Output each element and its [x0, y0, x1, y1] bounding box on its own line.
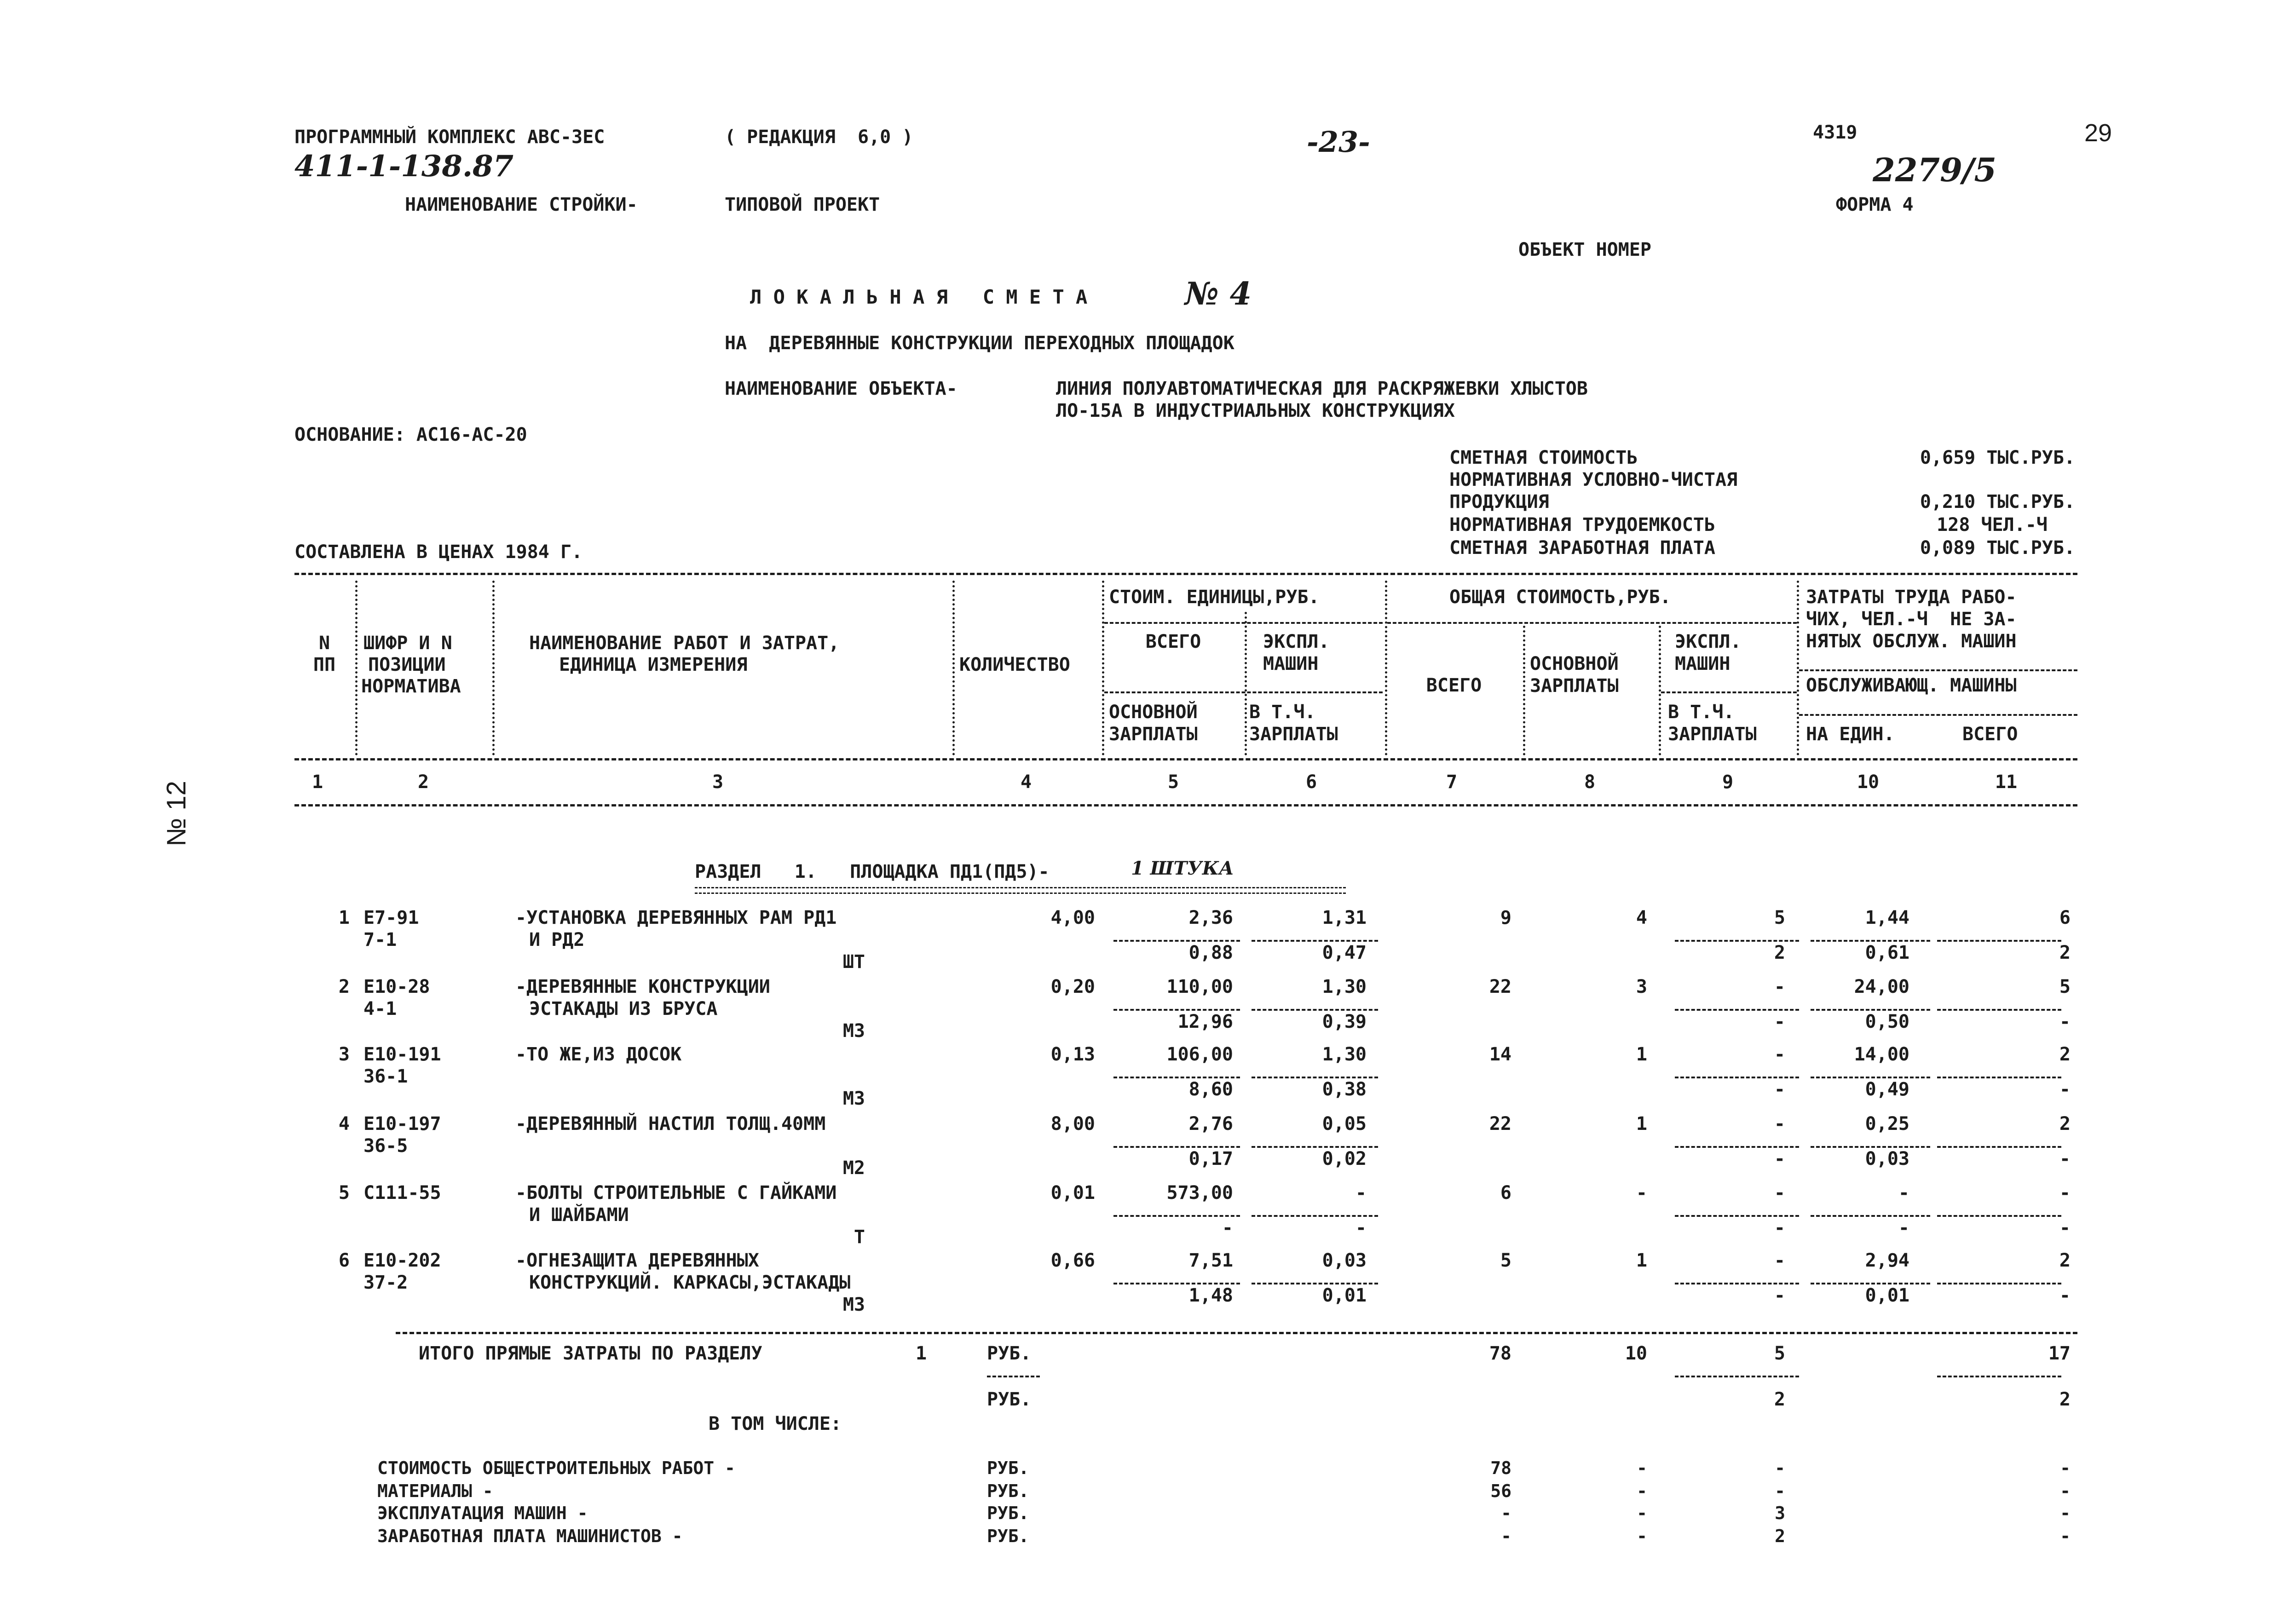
unit-of-measure: М3 — [842, 1088, 865, 1109]
header-col3-line2: ЕДИНИЦА ИЗМЕРЕНИЯ — [559, 654, 748, 675]
total-machine-wage: - — [1774, 1285, 1785, 1306]
breakdown-wage: - — [1637, 1526, 1647, 1546]
basis: ОСНОВАНИЕ: АС16-АС-20 — [294, 424, 527, 445]
form-number: ФОРМА 4 — [1836, 194, 1914, 215]
column-number: 7 — [1446, 772, 1458, 793]
breakdown-wage: - — [1637, 1481, 1647, 1501]
totals-total: 78 — [1489, 1343, 1511, 1364]
breakdown-labor: - — [2060, 1481, 2071, 1501]
header-unit-total: ВСЕГО — [1145, 631, 1201, 652]
work-name: -ДЕРЕВЯННЫЕ КОНСТРУКЦИИ — [515, 976, 770, 997]
estimate-number: № 4 — [1185, 276, 1252, 312]
unit-cost-wage: 8,60 — [1188, 1079, 1233, 1100]
row-subrule — [1113, 940, 1240, 942]
row-subrule — [1113, 1283, 1240, 1284]
total-machine-wage: 2 — [1774, 942, 1785, 963]
header-col2-line3: НОРМАТИВА — [361, 676, 461, 697]
column-number: 8 — [1584, 772, 1596, 793]
totals-top-rule — [396, 1332, 2077, 1334]
unit-cost-wage: 0,88 — [1188, 942, 1233, 963]
table-top-rule — [294, 573, 2077, 575]
row-number: 1 — [338, 907, 350, 928]
total-machine-wage: - — [1774, 1217, 1785, 1238]
column-number: 6 — [1305, 772, 1317, 793]
row-number: 3 — [338, 1044, 350, 1065]
header-col1-line1: N — [318, 633, 330, 654]
header-total-wage-2: ЗАРПЛАТЫ — [1530, 675, 1619, 697]
object-line-1: ЛИНИЯ ПОЛУАВТОМАТИЧЕСКАЯ ДЛЯ РАСКРЯЖЕВКИ ХЛЫСТОВ — [1056, 378, 1588, 399]
row-subrule — [1937, 1215, 2061, 1217]
total-machines: - — [1774, 1113, 1785, 1134]
header-total-machines-2: МАШИН — [1675, 653, 1730, 674]
labor-total: 6 — [2059, 907, 2071, 928]
unit-of-measure: М3 — [842, 1294, 865, 1315]
row-subrule — [1937, 940, 2061, 942]
service-total: - — [2059, 1011, 2071, 1032]
labor-per-unit: 24,00 — [1854, 976, 1909, 997]
row-subrule — [1252, 1077, 1378, 1078]
unit-cost-machines: 1,30 — [1322, 1044, 1367, 1065]
section-title: РАЗДЕЛ 1. ПЛОЩАДКА ПД1(ПД5)- — [695, 861, 1050, 882]
unit-cost-machines: 0,05 — [1322, 1113, 1367, 1134]
norm-position: 37-2 — [363, 1272, 408, 1293]
total-wage: 1 — [1636, 1250, 1647, 1271]
program-name: ПРОГРАММНЫЙ КОМПЛЕКС АВС-3ЕС — [294, 127, 605, 148]
header-subrule — [1799, 669, 2077, 671]
breakdown-total: 78 — [1490, 1458, 1511, 1478]
breakdown-total: - — [1501, 1526, 1511, 1546]
quantity: 0,66 — [1050, 1250, 1095, 1271]
service-per-unit: 0,50 — [1865, 1011, 1909, 1032]
construction-value: ТИПОВОЙ ПРОЕКТ — [725, 194, 880, 215]
header-unit-wage-2: ЗАРПЛАТЫ — [1109, 724, 1198, 745]
work-name: -ДЕРЕВЯННЫЙ НАСТИЛ ТОЛЩ.40ММ — [515, 1113, 826, 1134]
breakdown-unit: РУБ. — [987, 1458, 1029, 1478]
total-cost: 14 — [1489, 1044, 1511, 1065]
header-col1-line2: ПП — [313, 654, 336, 675]
column-number: 10 — [1857, 772, 1880, 793]
column-divider — [1245, 612, 1247, 755]
row-number: 4 — [338, 1113, 350, 1134]
unit-cost-wage: 12,96 — [1177, 1011, 1233, 1032]
total-wage: 1 — [1636, 1044, 1647, 1065]
header-labor-1: ЗАТРАТЫ ТРУДА РАБО- — [1806, 587, 2017, 608]
service-per-unit: 0,49 — [1865, 1079, 1909, 1100]
breakdown-machines: - — [1775, 1481, 1785, 1501]
norm-code: Е10-28 — [363, 976, 430, 997]
row-subrule — [1937, 1009, 2061, 1011]
labor-total: 5 — [2059, 976, 2071, 997]
summary-label: ПРОДУКЦИЯ — [1449, 491, 1549, 513]
section-quantity-handwritten: 1 ШТУКА — [1131, 858, 1234, 879]
total-machines: 5 — [1774, 907, 1785, 928]
labor-total: - — [2059, 1182, 2071, 1204]
norm-code: Е7-91 — [363, 907, 419, 928]
construction-label: НАИМЕНОВАНИЕ СТРОЙКИ- — [405, 194, 638, 215]
row-subrule — [1811, 1009, 1930, 1011]
labor-total: 2 — [2059, 1250, 2071, 1271]
total-cost: 5 — [1500, 1250, 1511, 1271]
summary-label: СМЕТНАЯ СТОИМОСТЬ — [1449, 447, 1638, 468]
totals-unit: РУБ. — [987, 1343, 1032, 1364]
breakdown-wage: - — [1637, 1503, 1647, 1523]
unit-cost-machine-wage: 0,39 — [1322, 1011, 1367, 1032]
row-subrule — [1675, 1283, 1799, 1284]
header-labor-per-unit: НА ЕДИН. — [1806, 724, 1895, 745]
breakdown-label: МАТЕРИАЛЫ - — [377, 1481, 493, 1501]
service-total: - — [2059, 1285, 2071, 1306]
column-numbers-rule — [294, 804, 2077, 806]
unit-cost-machine-wage: 0,01 — [1322, 1285, 1367, 1306]
summary-label: НОРМАТИВНАЯ ТРУДОЕМКОСТЬ — [1449, 514, 1715, 536]
unit-cost-machines: - — [1355, 1182, 1367, 1204]
breakdown-labor: - — [2060, 1526, 2071, 1546]
row-number: 6 — [338, 1250, 350, 1271]
unit-of-measure: М3 — [842, 1020, 865, 1042]
row-subrule — [1675, 1077, 1799, 1078]
totals-wage: 10 — [1625, 1343, 1647, 1364]
header-labor-2: ЧИХ, ЧЕЛ.-Ч НЕ ЗА- — [1806, 609, 2017, 630]
unit-of-measure: ШТ — [842, 951, 865, 973]
header-unit-mwage-2: ЗАРПЛАТЫ — [1249, 724, 1338, 745]
header-col2-line2: ПОЗИЦИИ — [368, 654, 446, 675]
norm-code: Е10-191 — [363, 1044, 441, 1065]
norm-code: С111-55 — [363, 1182, 441, 1204]
norm-position: 36-1 — [363, 1066, 408, 1087]
row-subrule — [1937, 1146, 2061, 1148]
column-divider — [952, 581, 955, 755]
header-subrule — [1799, 714, 2077, 716]
row-subrule — [1252, 1215, 1378, 1217]
header-unit-mwage-1: В Т.Ч. — [1249, 702, 1316, 723]
side-mark: № 12 — [162, 781, 191, 847]
unit-cost-total: 106,00 — [1166, 1044, 1233, 1065]
unit-of-measure: М2 — [842, 1158, 865, 1179]
row-subrule — [1937, 1077, 2061, 1078]
work-name: -ТО ЖЕ,ИЗ ДОСОК — [515, 1044, 682, 1065]
work-name: -ОГНЕЗАЩИТА ДЕРЕВЯННЫХ — [515, 1250, 759, 1271]
unit-cost-machines: 0,03 — [1322, 1250, 1367, 1271]
header-subrule — [1104, 691, 1383, 693]
header-unit-machines-2: МАШИН — [1263, 653, 1319, 674]
summary-value: 128 ЧЕЛ.-Ч — [1937, 514, 2048, 536]
totals-including: В ТОМ ЧИСЛЕ: — [709, 1413, 842, 1434]
column-number: 2 — [417, 772, 429, 793]
header-col2-line1: ШИФР И N — [363, 633, 452, 654]
service-per-unit: 0,03 — [1865, 1148, 1909, 1169]
breakdown-machines: 3 — [1775, 1503, 1785, 1523]
column-divider — [355, 581, 358, 755]
totals-labor: 17 — [2048, 1343, 2071, 1364]
header-unit-wage-1: ОСНОВНОЙ — [1109, 702, 1198, 723]
breakdown-label: ЗАРАБОТНАЯ ПЛАТА МАШИНИСТОВ - — [377, 1526, 683, 1546]
totals-service: 2 — [2059, 1389, 2071, 1410]
labor-per-unit: 14,00 — [1854, 1044, 1909, 1065]
summary-value: 0,659 ТЫС.РУБ. — [1920, 447, 2075, 468]
section-underline — [695, 887, 1346, 894]
unit-cost-wage: - — [1222, 1217, 1233, 1238]
norm-code: Е10-197 — [363, 1113, 441, 1134]
totals-section: 1 — [916, 1343, 927, 1364]
header-labor-3: НЯТЫХ ОБСЛУЖ. МАШИН — [1806, 631, 2017, 652]
labor-per-unit: 1,44 — [1865, 907, 1909, 928]
work-name-cont: И ШАЙБАМИ — [529, 1204, 629, 1226]
unit-cost-machines: 1,30 — [1322, 976, 1367, 997]
unit-cost-total: 2,36 — [1188, 907, 1233, 928]
breakdown-labor: - — [2060, 1503, 2071, 1523]
summary-value: 0,089 ТЫС.РУБ. — [1920, 537, 2075, 559]
total-machine-wage: - — [1774, 1148, 1785, 1169]
labor-total: 2 — [2059, 1044, 2071, 1065]
unit-cost-wage: 1,48 — [1188, 1285, 1233, 1306]
breakdown-total: - — [1501, 1503, 1511, 1523]
row-subrule — [1811, 1146, 1930, 1148]
totals-rule — [1675, 1376, 1799, 1377]
quantity: 0,01 — [1050, 1182, 1095, 1204]
row-subrule — [1113, 1146, 1240, 1148]
column-number: 5 — [1167, 772, 1179, 793]
page-center-number: -23- — [1307, 125, 1370, 159]
header-labor-service: ОБСЛУЖИВАЮЩ. МАШИНЫ — [1806, 675, 2017, 696]
total-machines: - — [1774, 1250, 1785, 1271]
total-cost: 22 — [1489, 976, 1511, 997]
total-wage: - — [1636, 1182, 1647, 1204]
unit-cost-machine-wage: - — [1355, 1217, 1367, 1238]
labor-per-unit: 0,25 — [1865, 1113, 1909, 1134]
column-divider — [492, 581, 495, 755]
row-subrule — [1811, 940, 1930, 942]
header-total-total: ВСЕГО — [1426, 675, 1482, 696]
header-unit-cost: СТОИМ. ЕДИНИЦЫ,РУБ. — [1109, 587, 1320, 608]
header-labor-total: ВСЕГО — [1962, 724, 2018, 745]
header-total-cost: ОБЩАЯ СТОИМОСТЬ,РУБ. — [1449, 587, 1671, 608]
column-number: 11 — [1995, 772, 2018, 793]
work-name-cont: И РД2 — [529, 929, 585, 950]
total-cost: 6 — [1500, 1182, 1511, 1204]
row-subrule — [1252, 1009, 1378, 1011]
page-number: 29 — [2084, 119, 2112, 147]
column-divider — [1659, 626, 1661, 755]
work-name-cont: ЭСТАКАДЫ ИЗ БРУСА — [529, 998, 718, 1019]
breakdown-labor: - — [2060, 1458, 2071, 1478]
unit-cost-total: 2,76 — [1188, 1113, 1233, 1134]
totals-machine-wage: 2 — [1774, 1389, 1785, 1410]
unit-cost-wage: 0,17 — [1188, 1148, 1233, 1169]
row-subrule — [1252, 1283, 1378, 1284]
totals-rule — [1937, 1376, 2061, 1377]
row-subrule — [1252, 1146, 1378, 1148]
column-divider — [1385, 581, 1387, 755]
row-subrule — [1113, 1009, 1240, 1011]
breakdown-unit: РУБ. — [987, 1526, 1029, 1546]
breakdown-wage: - — [1637, 1458, 1647, 1478]
unit-cost-total: 110,00 — [1166, 976, 1233, 997]
summary-label: НОРМАТИВНАЯ УСЛОВНО-ЧИСТАЯ — [1449, 469, 1738, 490]
column-number: 3 — [712, 772, 724, 793]
service-per-unit: - — [1898, 1217, 1909, 1238]
header-unit-machines-1: ЭКСПЛ. — [1263, 631, 1330, 652]
header-total-mwage-1: В Т.Ч. — [1668, 702, 1735, 723]
column-divider — [1797, 581, 1799, 755]
total-wage: 3 — [1636, 976, 1647, 997]
unit-cost-total: 573,00 — [1166, 1182, 1233, 1204]
unit-cost-machines: 1,31 — [1322, 907, 1367, 928]
handwritten-number: 2279/5 — [1873, 151, 1997, 189]
column-number: 1 — [311, 772, 323, 793]
breakdown-total: 56 — [1490, 1481, 1511, 1501]
header-col3-line1: НАИМЕНОВАНИЕ РАБОТ И ЗАТРАТ, — [529, 633, 840, 654]
labor-per-unit: 2,94 — [1865, 1250, 1909, 1271]
service-per-unit: 0,01 — [1865, 1285, 1909, 1306]
breakdown-machines: 2 — [1775, 1526, 1785, 1546]
header-total-mwage-2: ЗАРПЛАТЫ — [1668, 724, 1757, 745]
breakdown-unit: РУБ. — [987, 1503, 1029, 1523]
total-cost: 22 — [1489, 1113, 1511, 1134]
edition: ( РЕДАКЦИЯ 6,0 ) — [725, 127, 913, 148]
row-number: 2 — [338, 976, 350, 997]
breakdown-machines: - — [1775, 1458, 1785, 1478]
service-total: - — [2059, 1217, 2071, 1238]
column-number: 4 — [1020, 772, 1032, 793]
row-subrule — [1675, 1146, 1799, 1148]
column-number: 9 — [1722, 772, 1734, 793]
service-total: - — [2059, 1148, 2071, 1169]
column-divider — [1523, 626, 1525, 755]
object-label: НАИМЕНОВАНИЕ ОБЪЕКТА- — [725, 378, 958, 399]
summary-value: 0,210 ТЫС.РУБ. — [1920, 491, 2075, 513]
unit-cost-machine-wage: 0,47 — [1322, 942, 1367, 963]
row-subrule — [1675, 1009, 1799, 1011]
unit-of-measure: Т — [854, 1227, 865, 1248]
totals-rule — [987, 1376, 1040, 1377]
total-machine-wage: - — [1774, 1079, 1785, 1100]
norm-position: 4-1 — [363, 998, 397, 1019]
header-bottom-rule — [294, 758, 2077, 760]
labor-per-unit: - — [1898, 1182, 1909, 1204]
row-subrule — [1937, 1283, 2061, 1284]
unit-cost-machine-wage: 0,02 — [1322, 1148, 1367, 1169]
totals-label: ИТОГО ПРЯМЫЕ ЗАТРАТЫ ПО РАЗДЕЛУ — [419, 1343, 762, 1364]
quantity: 4,00 — [1050, 907, 1095, 928]
row-subrule — [1252, 940, 1378, 942]
estimate-title: Л О К А Л Ь Н А Я С М Е Т А — [750, 286, 1088, 308]
service-total: - — [2059, 1079, 2071, 1100]
norm-code: Е10-202 — [363, 1250, 441, 1271]
breakdown-label: СТОИМОСТЬ ОБЩЕСТРОИТЕЛЬНЫХ РАБОТ - — [377, 1458, 735, 1478]
header-total-wage-1: ОСНОВНОЙ — [1530, 653, 1619, 674]
row-subrule — [1811, 1215, 1930, 1217]
header-col4: КОЛИЧЕСТВО — [959, 654, 1070, 675]
row-subrule — [1811, 1077, 1930, 1078]
object-line-2: ЛО-15А В ИНДУСТРИАЛЬНЫХ КОНСТРУКЦИЯХ — [1056, 400, 1455, 421]
norm-position: 36-5 — [363, 1135, 408, 1157]
summary-label: СМЕТНАЯ ЗАРАБОТНАЯ ПЛАТА — [1449, 537, 1715, 559]
quantity: 0,13 — [1050, 1044, 1095, 1065]
header-subrule — [1661, 691, 1797, 693]
header-total-machines-1: ЭКСПЛ. — [1675, 631, 1742, 652]
quantity: 8,00 — [1050, 1113, 1095, 1134]
header-subrule — [1104, 622, 1383, 624]
service-total: 2 — [2059, 942, 2071, 963]
quantity: 0,20 — [1050, 976, 1095, 997]
total-machine-wage: - — [1774, 1011, 1785, 1032]
total-wage: 1 — [1636, 1113, 1647, 1134]
row-subrule — [1811, 1283, 1930, 1284]
total-machines: - — [1774, 976, 1785, 997]
work-name: -БОЛТЫ СТРОИТЕЛЬНЫЕ С ГАЙКАМИ — [515, 1182, 837, 1204]
handwritten-project: 411-1-138.87 — [294, 149, 514, 184]
total-machines: - — [1774, 1044, 1785, 1065]
estimate-subject: НА ДЕРЕВЯННЫЕ КОНСТРУКЦИИ ПЕРЕХОДНЫХ ПЛОЩАДОК — [725, 333, 1234, 354]
totals-machines: 5 — [1774, 1343, 1785, 1364]
row-subrule — [1675, 1215, 1799, 1217]
row-subrule — [1113, 1215, 1240, 1217]
norm-position: 7-1 — [363, 929, 397, 950]
row-number: 5 — [338, 1182, 350, 1204]
breakdown-unit: РУБ. — [987, 1481, 1029, 1501]
total-machines: - — [1774, 1182, 1785, 1204]
doc-code: 4319 — [1813, 122, 1857, 143]
row-subrule — [1113, 1077, 1240, 1078]
work-name: -УСТАНОВКА ДЕРЕВЯННЫХ РАМ РД1 — [515, 907, 837, 928]
price-level: СОСТАВЛЕНА В ЦЕНАХ 1984 Г. — [294, 541, 583, 563]
service-per-unit: 0,61 — [1865, 942, 1909, 963]
breakdown-label: ЭКСПЛУАТАЦИЯ МАШИН - — [377, 1503, 588, 1523]
labor-total: 2 — [2059, 1113, 2071, 1134]
header-subrule — [1387, 622, 1797, 624]
total-wage: 4 — [1636, 907, 1647, 928]
totals-unit-2: РУБ. — [987, 1389, 1032, 1410]
total-cost: 9 — [1500, 907, 1511, 928]
column-divider — [1102, 581, 1104, 755]
unit-cost-machine-wage: 0,38 — [1322, 1079, 1367, 1100]
object-number: ОБЪЕКТ НОМЕР — [1518, 239, 1651, 260]
unit-cost-total: 7,51 — [1188, 1250, 1233, 1271]
row-subrule — [1675, 940, 1799, 942]
work-name-cont: КОНСТРУКЦИЙ. КАРКАСЫ,ЭСТАКАДЫ — [529, 1272, 851, 1293]
